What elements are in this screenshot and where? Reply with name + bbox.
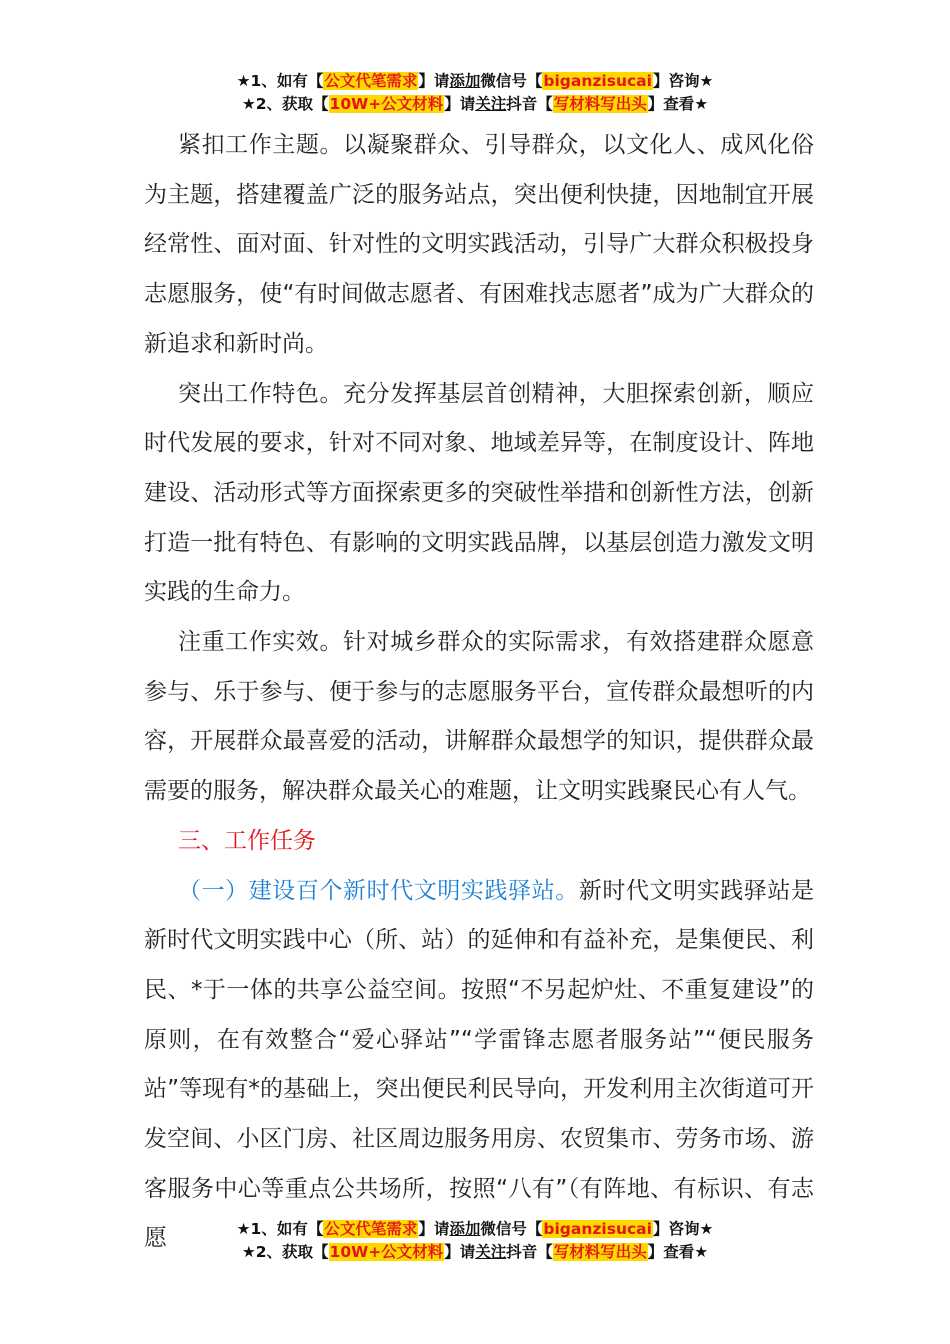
banner-line-2 <box>0 93 950 116</box>
header-banner <box>0 70 950 116</box>
banner-text: 】请 <box>444 95 476 113</box>
banner-highlight: 10W+公文材料 <box>329 95 444 113</box>
banner-text: 微信号【 <box>480 72 543 90</box>
banner-text: ★2、获取【 <box>241 95 329 113</box>
banner-text: 】查看★ <box>647 95 709 113</box>
banner-highlight: biganzisucai <box>543 72 652 90</box>
banner-highlight: 写材料写出头 <box>553 95 647 113</box>
footer-banner <box>0 1218 950 1264</box>
banner-text: 抖音【 <box>506 1243 553 1261</box>
paragraph-work-features: 突出工作特色。充分发挥基层首创精神，大胆探索创新，顺应时代发展的要求，针对不同对象、地域差异等，在制度设计、阵地建设、活动形式等方面探索更多的突破性举措和创新性方法，创新打造一批有特色、有影响的文明实践品牌，以基层创造力激发文明实践的生命力。 <box>144 380 814 606</box>
banner-underlined: 添加 <box>449 72 481 90</box>
banner-underlined: 关注 <box>475 1243 507 1261</box>
banner-text: ★1、如有【 <box>236 72 324 90</box>
banner-line-1 <box>0 70 950 93</box>
banner-line-1 <box>0 1218 950 1241</box>
banner-text: ★2、获取【 <box>241 1243 329 1261</box>
banner-text: 】咨询★ <box>652 1220 714 1238</box>
banner-text: 】请 <box>418 72 450 90</box>
banner-text: 】咨询★ <box>652 72 714 90</box>
banner-highlight: 公文代笔需求 <box>324 72 418 90</box>
banner-text: 】请 <box>444 1243 476 1261</box>
paragraph-task-1-text: 新时代文明实践驿站是新时代文明实践中心（所、站）的延伸和有益补充，是集便民、利民、*于一体的共享公益空间。按照“不另起炉灶、不重复建设”的原则，在有效整合“爱心驿站”“学雷锋志愿者服务站”“便民服务站”等现有*的基础上，突出便民利民导向，开发利用主次街道可开发空间、小区门房、社区周边服务用房、农贸集市、劳务市场、游客服务中心等重点公共场所，按照“八有”（有阵地、有标识、有志愿 <box>144 877 815 1252</box>
banner-text: 微信号【 <box>480 1220 543 1238</box>
banner-text: ★1、如有【 <box>236 1220 324 1238</box>
banner-highlight: 10W+公文材料 <box>329 1243 444 1261</box>
banner-text: 】请 <box>418 1220 450 1238</box>
section-heading: 三、工作任务 <box>178 827 316 854</box>
document-body <box>144 121 814 1264</box>
paragraph-work-theme: 紧扣工作主题。以凝聚群众、引导群众，以文化人、成风化俗为主题，搭建覆盖广泛的服务站点，突出便利快捷，因地制宜开展经常性、面对面、针对性的文明实践活动，引导广大群众积极投身志愿服务，使“有时间做志愿者、有困难找志愿者”成为广大群众的新追求和新时尚。 <box>144 132 814 357</box>
banner-text: 】查看★ <box>647 1243 709 1261</box>
banner-text: 抖音【 <box>506 95 553 113</box>
banner-underlined: 关注 <box>475 95 507 113</box>
banner-highlight: 写材料写出头 <box>553 1243 647 1261</box>
banner-highlight: 公文代笔需求 <box>324 1220 418 1238</box>
banner-underlined: 添加 <box>449 1220 481 1238</box>
paragraph-task-1 <box>144 867 814 1265</box>
sub-heading: （一）建设百个新时代文明实践驿站。 <box>178 877 579 904</box>
banner-line-2 <box>0 1241 950 1264</box>
paragraph-work-effect: 注重工作实效。针对城乡群众的实际需求，有效搭建群众愿意参与、乐于参与、便于参与的志愿服务平台，宣传群众最想听的内容，开展群众最喜爱的活动，讲解群众最想学的知识，提供群众最需要的服务，解决群众最关心的难题，让文明实践聚民心有人气。 <box>144 629 814 805</box>
banner-highlight: biganzisucai <box>543 1220 652 1238</box>
